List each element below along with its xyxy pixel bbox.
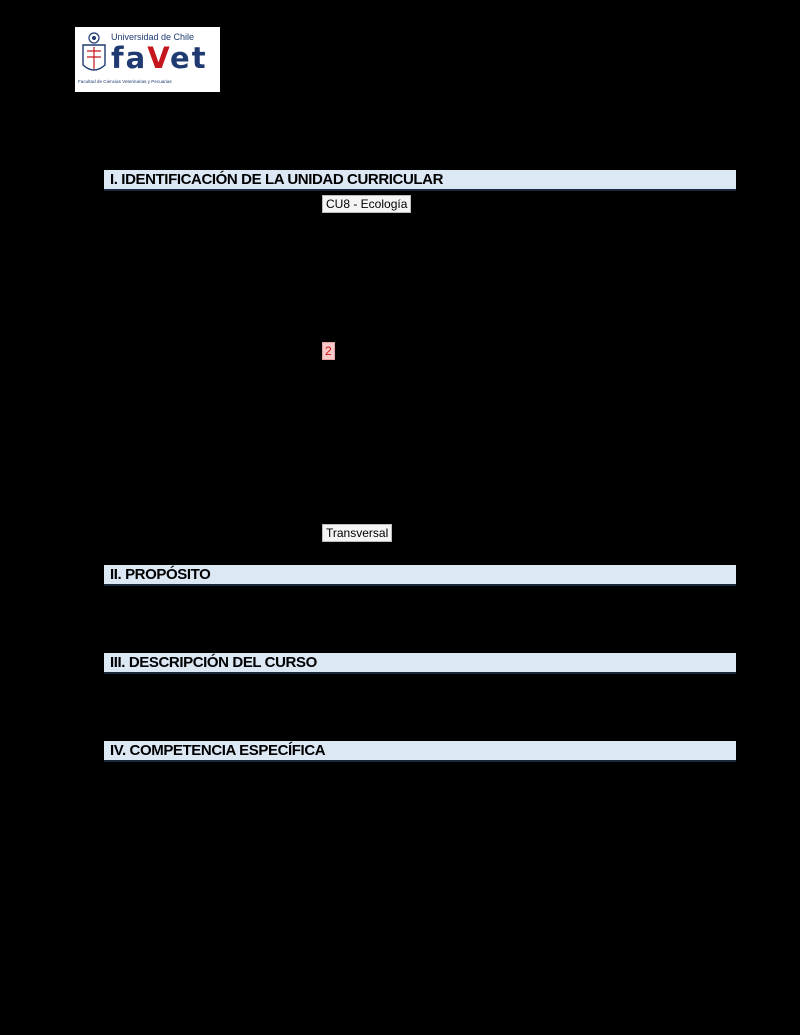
section-competencia-header: IV. COMPETENCIA ESPECÍFICA xyxy=(104,741,736,762)
faculty-name: Facultad de Ciencias Veterinarias y Pecuarias xyxy=(78,79,172,84)
section-descripcion-header: III. DESCRIPCIÓN DEL CURSO xyxy=(104,653,736,674)
section-proposito-header: II. PROPÓSITO xyxy=(104,565,736,586)
course-type-field: Transversal xyxy=(322,524,392,542)
university-crest-icon xyxy=(79,31,109,77)
course-name-field: CU8 - Ecología xyxy=(322,195,411,213)
number-value-field: 2 xyxy=(322,342,335,360)
university-logo xyxy=(75,27,220,92)
faculty-brand: faVet xyxy=(111,41,208,75)
university-name: Universidad de Chile xyxy=(111,32,195,42)
section-identificacion-header: I. IDENTIFICACIÓN DE LA UNIDAD CURRICULAR xyxy=(104,170,736,191)
